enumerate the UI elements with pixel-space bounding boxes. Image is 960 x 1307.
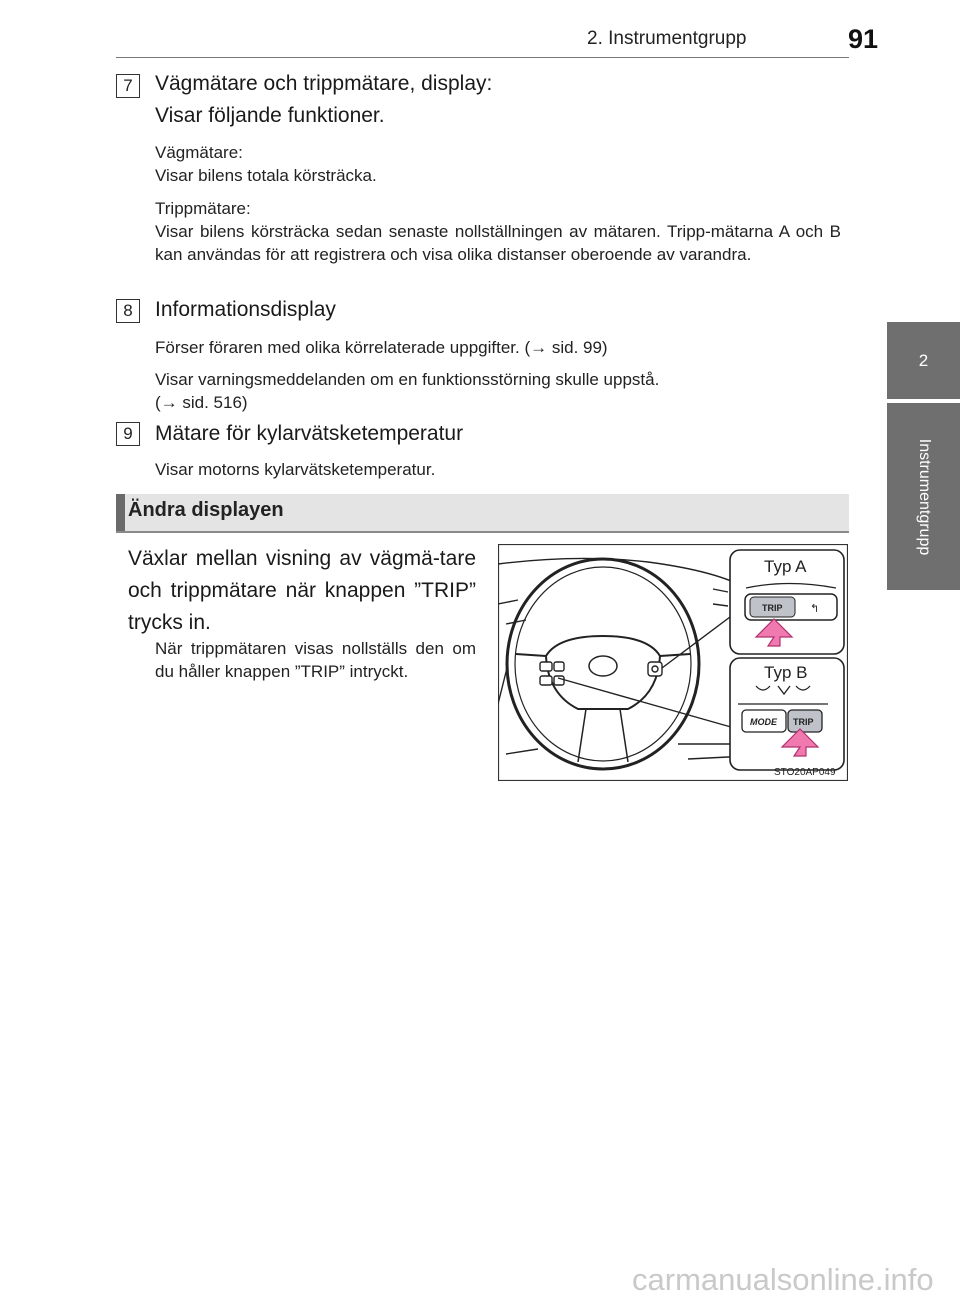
tripmeter-title: Trippmätare: xyxy=(155,199,251,218)
item-9-text: Visar motorns kylarvätsketemperatur. xyxy=(155,460,436,479)
chapter-tab-label-text: Instrumentgrupp xyxy=(915,438,933,555)
header-rule xyxy=(116,57,849,58)
item-number-7: 7 xyxy=(116,74,140,98)
mode-button-label: MODE xyxy=(750,717,777,727)
chapter-tab-label xyxy=(887,403,960,590)
section-header-accent xyxy=(116,494,125,531)
page-number: 91 xyxy=(848,24,879,54)
figure-code: STO20AP049 xyxy=(774,767,836,778)
odometer-title: Vägmätare: xyxy=(155,143,243,162)
trip-button-a-label: TRIP xyxy=(762,603,783,613)
section-sub-text: När trippmätaren visas nollställs den om du håller knappen ”TRIP” intryckt. xyxy=(155,639,476,681)
type-b-label: Typ B xyxy=(764,663,808,682)
watermark: carmanualsonline.info xyxy=(632,1262,934,1297)
item-number-8: 8 xyxy=(116,299,140,323)
item-9-title: Mätare för kylarvätsketemperatur xyxy=(155,422,464,445)
type-a-label: Typ A xyxy=(764,557,807,576)
item-8-text1: Förser föraren med olika körrelaterade uppgifter. (→ sid. 99) xyxy=(155,338,608,357)
item-number-9: 9 xyxy=(116,422,140,446)
item-8-text2-line1: Visar varningsmeddelanden om en funktionsstörning skulle uppstå. xyxy=(155,370,660,389)
running-header-section: 2. Instrumentgrupp xyxy=(587,28,747,49)
return-icon: ↰ xyxy=(810,602,820,615)
odometer-text: Visar bilens totala körsträcka. xyxy=(155,166,377,185)
section-title: Ändra displayen xyxy=(128,499,284,521)
tripmeter-text: Visar bilens körsträcka sedan senaste nollställningen av mätaren. Tripp-mätarna A och B kan användas för att registrera och visa olika distanser oberoende av varandra. xyxy=(155,222,841,264)
item-7-title-line2: Visar följande funktioner. xyxy=(155,104,385,127)
chapter-tab-number: 2 xyxy=(887,322,960,399)
trip-button-b-label: TRIP xyxy=(793,717,814,727)
steering-wheel-illustration xyxy=(498,544,848,781)
item-7-title-line1: Vägmätare och trippmätare, display: xyxy=(155,72,493,95)
item-8-text2-line2: (→ sid. 516) xyxy=(155,393,248,412)
item-8-title: Informationsdisplay xyxy=(155,298,336,321)
section-lead-text: Växlar mellan visning av vägmä-tare och trippmätare när knappen ”TRIP” trycks in. xyxy=(128,547,476,634)
